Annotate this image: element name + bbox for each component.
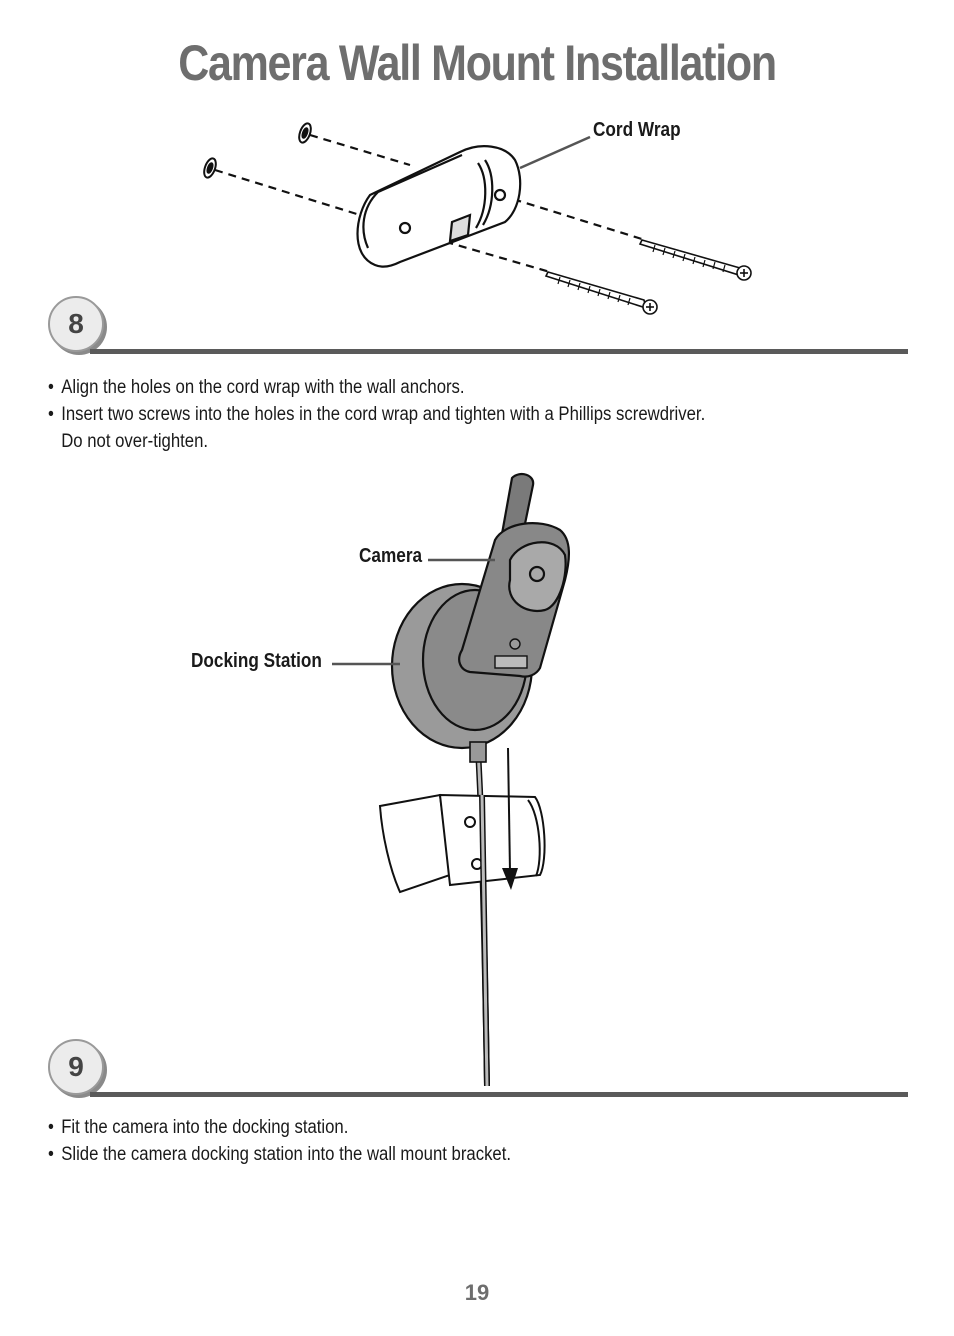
step-number: 8 — [68, 308, 84, 339]
page-number: 19 — [464, 1280, 490, 1305]
step-number: 9 — [68, 1051, 84, 1082]
cord-wrap-icon — [358, 146, 521, 267]
step-number-badge — [48, 1039, 104, 1095]
list-item: • Fit the camera into the docking station. — [48, 1117, 349, 1138]
step9-instructions — [48, 1114, 574, 1168]
list-item: • Insert two screws into the holes in the cord wrap and tighten with a Phillips screwdriver. — [48, 404, 706, 425]
camera-icon — [459, 474, 569, 677]
screw-icon — [546, 240, 751, 314]
step-divider — [90, 349, 908, 354]
list-item: • Slide the camera docking station into the wall mount bracket. — [48, 1144, 512, 1165]
camera-callout: Camera — [359, 545, 423, 567]
cord-wrap-callout: Cord Wrap — [593, 119, 681, 141]
step-number-badge — [48, 296, 104, 352]
step-divider — [90, 1092, 908, 1097]
cord-wrap-illustration — [0, 0, 954, 340]
docking-station-callout: Docking Station — [191, 650, 322, 672]
list-item: • Align the holes on the cord wrap with the wall anchors. — [48, 377, 465, 398]
page-title: Camera Wall Mount Installation — [178, 35, 776, 91]
list-item: Do not over-tighten. — [61, 431, 209, 452]
camera-dock-illustration — [0, 460, 954, 1100]
step8-instructions — [48, 374, 795, 455]
wall-mount-bracket-icon — [380, 795, 545, 892]
